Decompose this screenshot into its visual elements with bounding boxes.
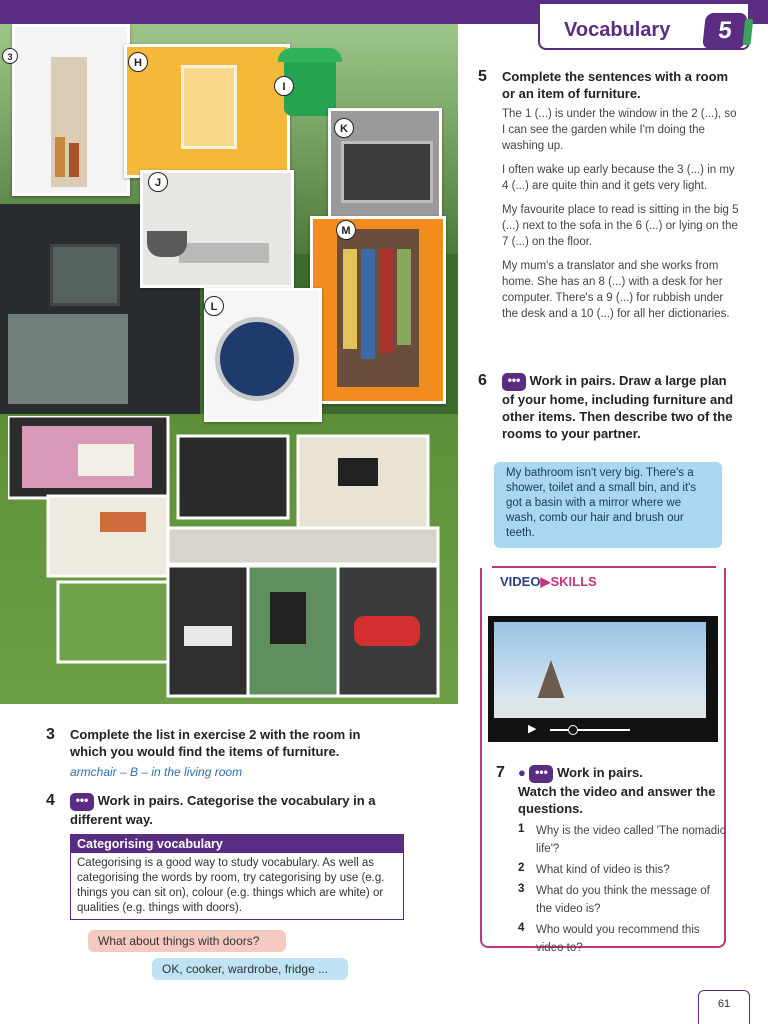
video-scrubber[interactable] [568, 725, 578, 735]
exercise-7-subheading: Watch the video and answer the questions. [518, 783, 716, 816]
exercise-5-sentence-2: I often wake up early because the 3 (...) in my 4 (...) are quite thin and it gets very light. [502, 164, 735, 192]
photo-label-h: H [128, 52, 148, 72]
video-camera-icon: ● [518, 765, 526, 780]
question-item: 1 Why is the video called 'The nomadic life'? [518, 822, 726, 855]
exercise-3-number: 3 [46, 726, 55, 743]
curtains-photo [124, 44, 290, 178]
speech-bubble-answer: OK, cooker, wardrobe, fridge ... [152, 958, 348, 980]
question-item: 2 What kind of video is this? [518, 861, 670, 876]
speech-bubble-question: What about things with doors? [88, 930, 286, 952]
page-number: 61 [698, 990, 750, 1024]
photo-label-l: L [204, 296, 224, 316]
floor-plan [8, 416, 448, 698]
pairwork-icon: ••• [529, 765, 553, 783]
exercise-4 [46, 792, 386, 828]
video-thumbnail [494, 622, 706, 718]
exercise-3-heading: Complete the list in exercise 2 with the room in which you would find the items of furniture. [70, 727, 361, 759]
exercise-3 [46, 726, 386, 781]
photo-label-m: M [336, 220, 356, 240]
exercise-5-number: 5 [478, 68, 487, 85]
question-item: 4 Who would you recommend this video to? [518, 921, 700, 954]
photo-collage [0, 24, 458, 704]
exercise-6-number: 6 [478, 372, 487, 389]
exercise-4-number: 4 [46, 792, 55, 809]
margin-marker: 3 [2, 48, 18, 64]
pairwork-icon: ••• [502, 373, 526, 391]
exercise-7-number: 7 [496, 764, 505, 781]
exercise-6-heading: ••• Work in pairs. Draw a large plan of your home, including furniture and other items. Then describe two of the rooms to your partner. [502, 372, 734, 441]
exercise-5-sentence-3: My favourite place to read is sitting in the big 5 (...) next to the sofa in the 6 (...) or lying on the 7 (...) on the floor. [502, 204, 739, 248]
tip-box-title: Categorising vocabulary [71, 835, 403, 853]
exercise-5 [478, 68, 740, 322]
video-skills-title: VIDEO▶SKILLS [500, 574, 597, 589]
exercise-6 [478, 372, 740, 442]
exercise-3-example: armchair – B – in the living room [70, 765, 243, 779]
question-item: 3 What do you think the message of the video is? [518, 882, 710, 915]
photo-label-j: J [148, 172, 168, 192]
photo-label-k: K [334, 118, 354, 138]
section-title: Vocabulary [564, 19, 671, 41]
exercise-5-sentence-1: The 1 (...) is under the window in the 2 (...), so I can see the garden while I'm doing the washing up. [502, 108, 737, 152]
exercise-7 [496, 764, 726, 956]
exercise-7-heading: ● ••• Work in pairs. [518, 764, 726, 783]
video-progress-track[interactable] [550, 729, 630, 731]
exercise-5-heading: Complete the sentences with a room or an item of furniture. [502, 69, 729, 101]
pairwork-icon: ••• [70, 793, 94, 811]
exercise-5-sentence-4: My mum's a translator and she works from home. She has an 8 (...) with a desk for her computer. There's a 9 (...) for rubbish under the desk and a 10 (...) for all her dictionaries. [502, 260, 730, 320]
play-icon[interactable]: ▶ [528, 723, 537, 735]
tip-box-text: Categorising is a good way to study vocabulary. As well as categorising the words by room, try categorising by use (e.g. things you can sit on), colour (e.g. things which are white) or qualities (e.g. things with doors). [77, 857, 385, 914]
video-player[interactable] [488, 616, 718, 742]
exercise-4-heading: ••• Work in pairs. Categorise the vocabulary in a different way. [70, 792, 376, 827]
wardrobe-photo [310, 216, 446, 404]
tip-box [70, 834, 404, 920]
cupboard-photo [12, 24, 130, 196]
exercise-6-example-bubble: My bathroom isn't very big. There's a shower, toilet and a small bin, and it's got a basin with a mirror where we wash, comb our hair and brush our teeth. [494, 462, 722, 548]
exercise-7-questions [518, 821, 726, 956]
unit-badge: 5 [702, 13, 748, 49]
photo-label-i: I [274, 76, 294, 96]
